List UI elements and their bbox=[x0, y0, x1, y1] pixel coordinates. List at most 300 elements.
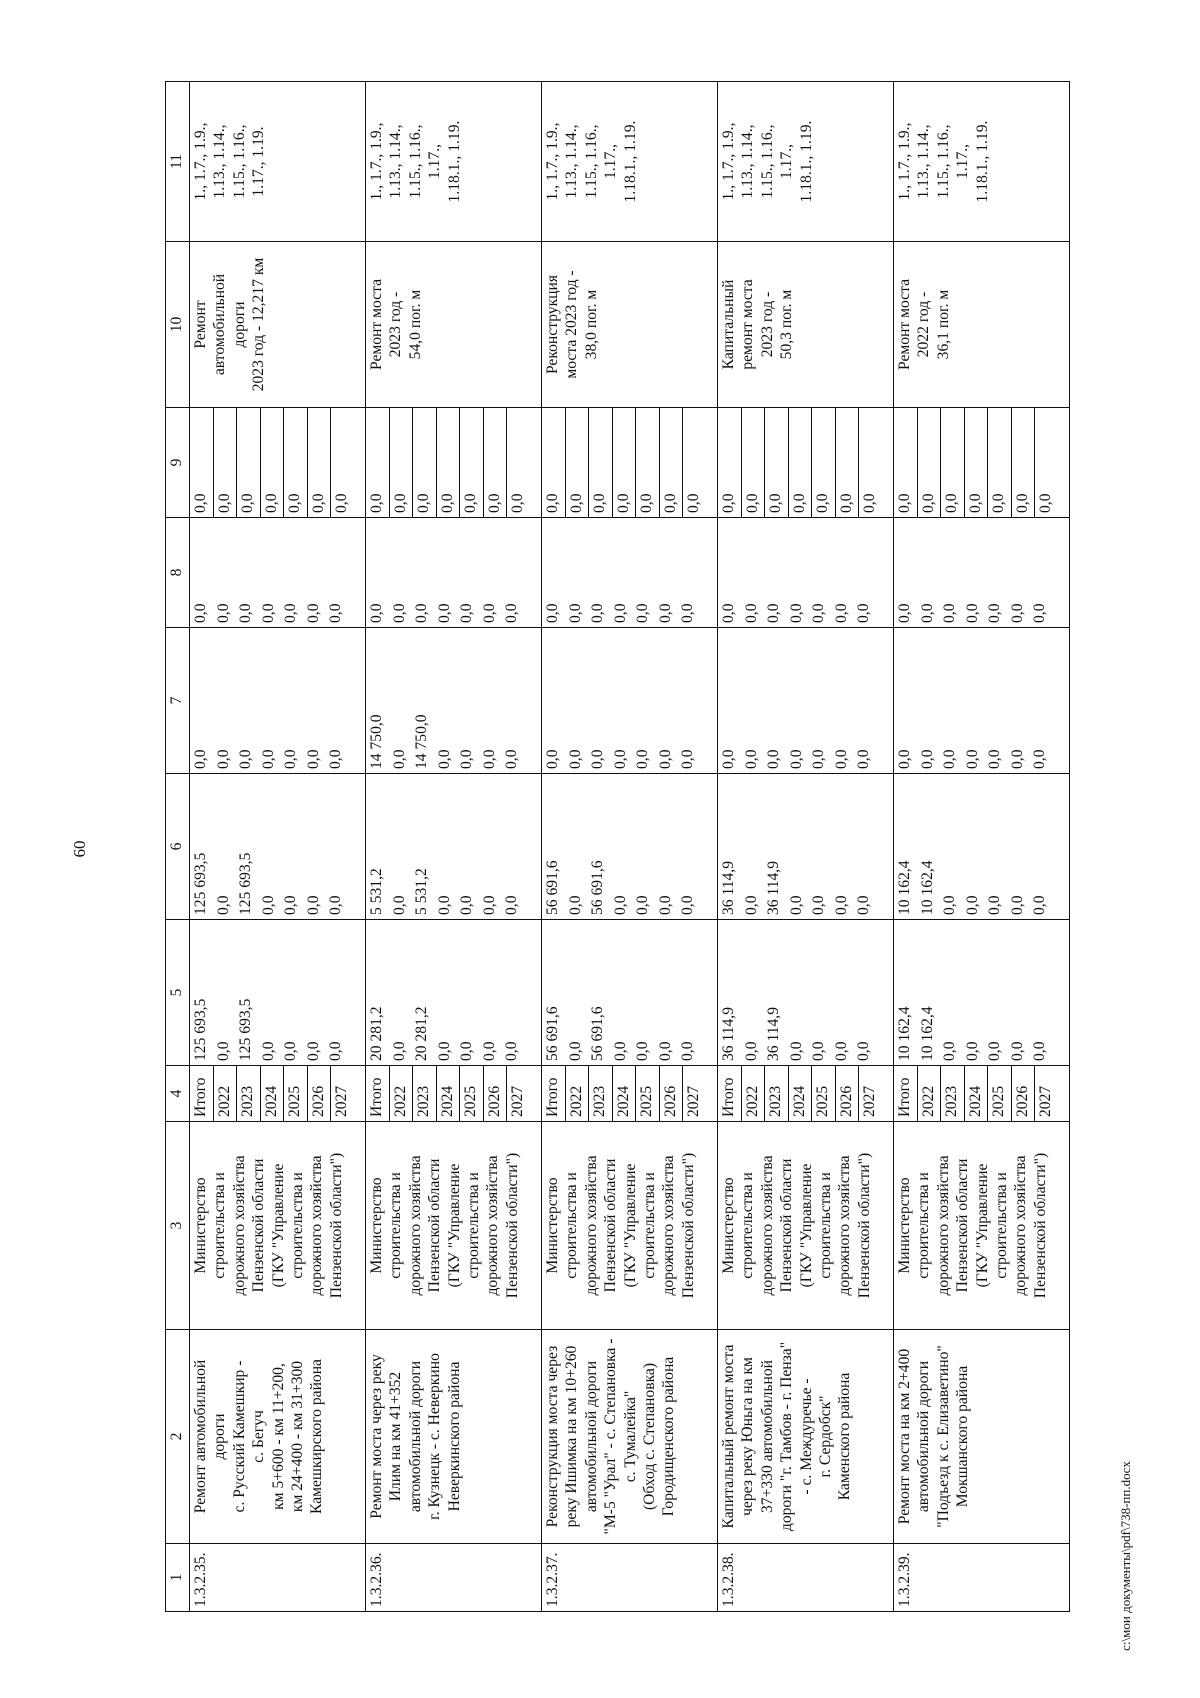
value-subrow bbox=[683, 408, 706, 517]
amount-cell: 0,0 bbox=[988, 408, 1012, 517]
executor-line: Пензенской области bbox=[778, 1158, 796, 1293]
amount-cell: 0,0 bbox=[435, 749, 453, 769]
expected-result-line: 50,3 пог. м bbox=[778, 289, 796, 360]
value-column-5 bbox=[190, 920, 366, 1066]
amount-cell: 0,0 bbox=[963, 749, 981, 769]
amount-cell: 0,0 bbox=[503, 749, 520, 769]
value-subrow bbox=[831, 920, 854, 1065]
measure-name-line: Камешкирского района bbox=[308, 1359, 326, 1514]
value-subrow bbox=[542, 774, 565, 919]
amount-cell: 10 162,4 bbox=[918, 860, 936, 915]
value-subrow bbox=[1035, 408, 1058, 517]
expected-result-cell bbox=[894, 242, 1070, 408]
table-row bbox=[542, 82, 718, 1612]
value-subrow bbox=[677, 518, 700, 627]
executor-line: строительства и bbox=[739, 1172, 757, 1279]
executor-cell bbox=[366, 1122, 542, 1330]
value-subrow bbox=[964, 408, 988, 517]
indicator-ref-line: 1.15., 1.16., bbox=[582, 124, 600, 199]
value-column-7 bbox=[894, 628, 1070, 774]
value-column-6 bbox=[718, 774, 894, 920]
value-subrow bbox=[237, 408, 261, 517]
amount-cell: 0,0 bbox=[1008, 1041, 1026, 1061]
value-column-4 bbox=[718, 1066, 894, 1122]
value-subrow bbox=[984, 920, 1007, 1065]
value-subrow bbox=[542, 408, 565, 517]
value-subrow bbox=[587, 920, 610, 1065]
year-cell: 2025 bbox=[284, 1066, 308, 1121]
amount-cell: 0,0 bbox=[656, 1041, 674, 1061]
table-body bbox=[190, 82, 1070, 1612]
amount-cell: 0,0 bbox=[896, 603, 913, 623]
amount-cell: 0,0 bbox=[483, 408, 507, 517]
indicator-ref-line: 1.17., bbox=[426, 143, 444, 180]
indicator-ref-line: 1., 1.7., 1.9., bbox=[192, 122, 209, 201]
executor-line: Пензенской области") bbox=[679, 1152, 697, 1299]
amount-cell: 0,0 bbox=[327, 603, 344, 623]
year-cell: 2022 bbox=[741, 1066, 765, 1121]
amount-cell: 0,0 bbox=[1008, 749, 1026, 769]
value-subrow bbox=[366, 408, 389, 517]
year-cell: 2027 bbox=[1037, 1085, 1054, 1117]
executor-line: Министерство bbox=[368, 1177, 385, 1274]
value-subtable bbox=[894, 628, 1052, 773]
rotated-table-container bbox=[165, 82, 1200, 1612]
value-subrow bbox=[413, 408, 437, 517]
table-row bbox=[366, 82, 542, 1612]
measure-number-cell: 1.3.2.36. bbox=[366, 1544, 542, 1612]
value-subrow bbox=[763, 628, 786, 773]
value-column-7 bbox=[190, 628, 366, 774]
value-subrow bbox=[1029, 774, 1052, 919]
measure-name-line: автомобильной дороги bbox=[582, 1360, 600, 1513]
value-subrow bbox=[939, 920, 962, 1065]
executor-line: строительства и bbox=[817, 1172, 835, 1279]
value-subrow bbox=[389, 518, 412, 627]
value-subtable bbox=[718, 518, 876, 627]
amount-cell: 0,0 bbox=[612, 408, 636, 517]
expected-result-cell bbox=[190, 242, 366, 408]
value-subrow bbox=[962, 628, 985, 773]
amount-cell: 0,0 bbox=[390, 749, 408, 769]
amount-cell: 0,0 bbox=[480, 1041, 498, 1061]
amount-cell: 0,0 bbox=[435, 603, 453, 623]
amount-cell: 0,0 bbox=[941, 895, 958, 915]
value-subrow bbox=[741, 1066, 765, 1121]
amount-cell: 0,0 bbox=[636, 408, 660, 517]
value-subrow bbox=[763, 774, 786, 919]
amount-cell: 0,0 bbox=[192, 749, 209, 769]
value-subrow bbox=[962, 774, 985, 919]
value-subrow bbox=[434, 774, 457, 919]
value-subrow bbox=[436, 408, 460, 517]
amount-cell: 0,0 bbox=[304, 1041, 322, 1061]
executor-line: дорожного хозяйства bbox=[660, 1155, 678, 1296]
header-cell: 8 bbox=[166, 518, 190, 628]
indicator-ref-line: 1.18.1., 1.19. bbox=[445, 120, 463, 203]
amount-cell: 125 693,5 bbox=[237, 852, 254, 915]
year-cell: 2024 bbox=[964, 1066, 988, 1121]
amount-cell: 0,0 bbox=[413, 603, 430, 623]
value-subrow bbox=[456, 774, 479, 919]
value-subrow bbox=[786, 774, 809, 919]
value-subrow bbox=[587, 774, 610, 919]
value-subrow bbox=[213, 408, 237, 517]
value-subrow bbox=[788, 408, 812, 517]
amount-cell: 0,0 bbox=[214, 895, 232, 915]
measure-name-line: (Обход с. Степановка) bbox=[641, 1362, 659, 1511]
indicator-ref-line: 1.13., 1.14., bbox=[915, 124, 933, 199]
value-subrow bbox=[235, 920, 258, 1065]
value-subrow bbox=[589, 1066, 613, 1121]
amount-cell: 0,0 bbox=[480, 603, 498, 623]
value-subrow bbox=[501, 920, 524, 1065]
value-subrow bbox=[765, 408, 789, 517]
measure-name-line: г. Кузнецк - с. Неверкино bbox=[426, 1353, 444, 1520]
year-cell: 2023 bbox=[941, 1066, 965, 1121]
value-subrow bbox=[984, 774, 1007, 919]
table-row bbox=[190, 82, 366, 1612]
amount-cell: 5 531,2 bbox=[368, 868, 385, 915]
executor-line: (ГКУ "Управление bbox=[797, 1163, 815, 1288]
executor-cell bbox=[190, 1122, 366, 1330]
year-cell: Итого bbox=[542, 1066, 565, 1121]
value-subrow bbox=[894, 518, 917, 627]
amount-cell: 0,0 bbox=[894, 408, 917, 517]
value-column-5 bbox=[894, 920, 1070, 1066]
value-subtable bbox=[894, 518, 1052, 627]
executor-line: Пензенской области") bbox=[855, 1152, 873, 1299]
amount-cell: 56 691,6 bbox=[544, 860, 561, 915]
value-subrow bbox=[659, 408, 683, 517]
year-cell: 2026 bbox=[1011, 1066, 1035, 1121]
value-subrow bbox=[786, 920, 809, 1065]
value-subrow bbox=[434, 920, 457, 1065]
value-subrow bbox=[939, 628, 962, 773]
indicator-ref-line: 1.18.1., 1.19. bbox=[621, 120, 639, 203]
amount-cell: 0,0 bbox=[304, 603, 322, 623]
value-subrow bbox=[831, 628, 854, 773]
value-subrow bbox=[213, 628, 236, 773]
value-subrow bbox=[1007, 774, 1030, 919]
value-subrow bbox=[1011, 408, 1035, 517]
year-cell: 2026 bbox=[835, 1066, 859, 1121]
value-subtable bbox=[718, 774, 876, 919]
year-cell: 2022 bbox=[213, 1066, 237, 1121]
year-cell: Итого bbox=[718, 1066, 741, 1121]
value-subrow bbox=[325, 518, 348, 627]
value-subrow bbox=[917, 774, 940, 919]
measure-name-line: реку Ишимка на км 10+260 bbox=[563, 1345, 581, 1528]
value-subrow bbox=[258, 774, 281, 919]
value-subrow bbox=[859, 408, 882, 517]
amount-cell: 0,0 bbox=[282, 895, 299, 915]
value-subtable bbox=[718, 1066, 882, 1121]
amount-cell: 0,0 bbox=[458, 749, 475, 769]
value-subrow bbox=[808, 518, 831, 627]
value-column-9 bbox=[190, 408, 366, 518]
value-subrow bbox=[988, 1066, 1012, 1121]
amount-cell: 0,0 bbox=[832, 895, 850, 915]
value-subrow bbox=[939, 518, 962, 627]
value-column-6 bbox=[542, 774, 718, 920]
header-cell: 6 bbox=[166, 774, 190, 920]
table-row bbox=[718, 82, 894, 1612]
amount-cell: 0,0 bbox=[855, 1041, 872, 1061]
value-subrow bbox=[718, 408, 741, 517]
value-subrow bbox=[258, 628, 281, 773]
value-subrow bbox=[479, 920, 502, 1065]
executor-line: Пензенской области") bbox=[503, 1152, 521, 1299]
expected-result-line: Реконструкция bbox=[544, 274, 561, 375]
value-subrow bbox=[788, 1066, 812, 1121]
amount-cell: 10 162,4 bbox=[896, 1006, 913, 1061]
value-subrow bbox=[460, 1066, 484, 1121]
value-subrow bbox=[507, 1066, 530, 1121]
value-subrow bbox=[831, 774, 854, 919]
value-column-9 bbox=[366, 408, 542, 518]
amount-cell: 0,0 bbox=[720, 749, 737, 769]
value-subrow bbox=[610, 518, 633, 627]
measure-name-line: автомобильной дороги bbox=[915, 1360, 933, 1513]
amount-cell: 0,0 bbox=[566, 603, 584, 623]
value-subrow bbox=[542, 518, 565, 627]
value-subrow bbox=[917, 518, 940, 627]
amount-cell: 125 693,5 bbox=[192, 852, 209, 915]
expected-result-line: 2022 год - bbox=[915, 291, 933, 358]
value-subrow bbox=[213, 518, 236, 627]
value-subtable bbox=[542, 518, 700, 627]
value-column-7 bbox=[366, 628, 542, 774]
value-subrow bbox=[894, 408, 917, 517]
amount-cell: 0,0 bbox=[855, 895, 872, 915]
amount-cell: 0,0 bbox=[1031, 749, 1048, 769]
value-subrow bbox=[411, 920, 434, 1065]
value-subrow bbox=[366, 774, 389, 919]
amount-cell: 0,0 bbox=[259, 603, 277, 623]
value-column-8 bbox=[894, 518, 1070, 628]
year-cell: 2025 bbox=[636, 1066, 660, 1121]
value-subrow bbox=[366, 628, 389, 773]
amount-cell: 0,0 bbox=[509, 493, 526, 513]
value-subrow bbox=[1011, 1066, 1035, 1121]
expected-result-line: 38,0 пог. м bbox=[582, 289, 600, 360]
value-subrow bbox=[434, 518, 457, 627]
amount-cell: 0,0 bbox=[810, 749, 827, 769]
header-cell: 7 bbox=[166, 628, 190, 774]
year-cell: 2024 bbox=[260, 1066, 284, 1121]
amount-cell: 0,0 bbox=[917, 408, 941, 517]
measure-name-line: Капитальный ремонт моста bbox=[720, 1344, 737, 1529]
value-column-7 bbox=[718, 628, 894, 774]
value-subrow bbox=[939, 774, 962, 919]
header-row bbox=[166, 82, 190, 1612]
value-column-8 bbox=[542, 518, 718, 628]
amount-cell: 0,0 bbox=[458, 603, 475, 623]
amount-cell: 0,0 bbox=[765, 749, 782, 769]
amount-cell: 0,0 bbox=[986, 749, 1003, 769]
amount-cell: 0,0 bbox=[742, 1041, 760, 1061]
executor-line: дорожного хозяйства bbox=[484, 1155, 502, 1296]
indicator-ref-line: 1., 1.7., 1.9., bbox=[720, 122, 737, 201]
value-subtable bbox=[190, 518, 348, 627]
indicator-ref-line: 1., 1.7., 1.9., bbox=[544, 122, 561, 201]
value-subrow bbox=[307, 1066, 331, 1121]
value-column-4 bbox=[542, 1066, 718, 1122]
expected-result-line: автомобильной bbox=[211, 273, 229, 376]
value-subrow bbox=[325, 920, 348, 1065]
amount-cell: 0,0 bbox=[544, 749, 561, 769]
value-subrow bbox=[366, 1066, 389, 1121]
value-subrow bbox=[636, 408, 660, 517]
amount-cell: 0,0 bbox=[941, 1041, 958, 1061]
measure-number-cell: 1.3.2.37. bbox=[542, 1544, 718, 1612]
measure-name-line: Городищенского района bbox=[660, 1356, 678, 1517]
measure-name-line: через реку Юньга на км bbox=[739, 1357, 757, 1516]
indicator-ref-line: 1.13., 1.14., bbox=[739, 124, 757, 199]
value-subrow bbox=[917, 1066, 941, 1121]
year-cell: 2027 bbox=[333, 1085, 350, 1117]
value-subrow bbox=[190, 518, 213, 627]
value-subrow bbox=[280, 920, 303, 1065]
value-column-6 bbox=[190, 774, 366, 920]
value-column-4 bbox=[366, 1066, 542, 1122]
amount-cell: 0,0 bbox=[566, 749, 584, 769]
value-subrow bbox=[456, 518, 479, 627]
amount-cell: 0,0 bbox=[389, 408, 413, 517]
value-subrow bbox=[894, 920, 917, 1065]
amount-cell: 0,0 bbox=[855, 749, 872, 769]
amount-cell: 36 114,9 bbox=[765, 861, 782, 915]
value-subrow bbox=[479, 628, 502, 773]
value-subrow bbox=[565, 518, 588, 627]
value-subrow bbox=[741, 628, 764, 773]
amount-cell: 0,0 bbox=[589, 408, 613, 517]
value-subrow bbox=[718, 920, 741, 1065]
value-subrow bbox=[808, 774, 831, 919]
executor-line: строительства и bbox=[915, 1172, 933, 1279]
measure-name-line: с. Бегуч bbox=[250, 1410, 268, 1463]
amount-cell: 0,0 bbox=[237, 603, 254, 623]
value-subrow bbox=[434, 628, 457, 773]
value-subrow bbox=[835, 1066, 859, 1121]
value-subrow bbox=[190, 1066, 213, 1121]
value-subrow bbox=[677, 774, 700, 919]
amount-cell: 0,0 bbox=[327, 1041, 344, 1061]
amount-cell: 0,0 bbox=[503, 895, 520, 915]
value-column-8 bbox=[718, 518, 894, 628]
expected-result-line: 54,0 пог. м bbox=[406, 289, 424, 360]
value-subtable bbox=[718, 408, 882, 517]
value-subrow bbox=[610, 774, 633, 919]
executor-cell bbox=[542, 1122, 718, 1330]
amount-cell: 0,0 bbox=[741, 408, 765, 517]
amount-cell: 0,0 bbox=[237, 408, 261, 517]
indicator-ref-line: 1.15., 1.16., bbox=[934, 124, 952, 199]
indicator-ref-line: 1.17., bbox=[778, 143, 796, 180]
indicator-refs-cell bbox=[718, 82, 894, 242]
amount-cell: 0,0 bbox=[787, 895, 805, 915]
amount-cell: 0,0 bbox=[679, 1041, 696, 1061]
year-cell: Итого bbox=[366, 1066, 389, 1121]
year-cell: 2022 bbox=[565, 1066, 589, 1121]
value-subrow bbox=[331, 408, 354, 517]
measure-name-line: г. Сердобск" bbox=[817, 1395, 835, 1478]
value-subrow bbox=[894, 1066, 917, 1121]
value-subrow bbox=[436, 1066, 460, 1121]
measure-name-line: дороги "г. Тамбов - г. Пенза" bbox=[778, 1341, 796, 1532]
amount-cell: 0,0 bbox=[941, 408, 965, 517]
amount-cell: 0,0 bbox=[333, 493, 350, 513]
value-subrow bbox=[258, 518, 281, 627]
value-subrow bbox=[808, 920, 831, 1065]
measure-name-line: км 24+400 - км 31+300 bbox=[289, 1360, 307, 1513]
value-subrow bbox=[389, 920, 412, 1065]
year-cell: 2025 bbox=[812, 1066, 836, 1121]
value-subrow bbox=[587, 628, 610, 773]
amount-cell: 56 691,6 bbox=[589, 860, 606, 915]
value-subrow bbox=[303, 774, 326, 919]
expected-result-line: ремонт моста bbox=[739, 279, 757, 370]
amount-cell: 0,0 bbox=[566, 1041, 584, 1061]
amount-cell: 14 750,0 bbox=[368, 714, 385, 769]
executor-line: строительства и bbox=[211, 1172, 229, 1279]
header-cell: 9 bbox=[166, 408, 190, 518]
amount-cell: 0,0 bbox=[611, 603, 629, 623]
value-subrow bbox=[325, 628, 348, 773]
value-subrow bbox=[501, 628, 524, 773]
value-subrow bbox=[190, 774, 213, 919]
expected-result-line: 36,1 пог. м bbox=[934, 289, 952, 360]
measure-name-line: Ремонт моста через реку bbox=[368, 1354, 385, 1519]
amount-cell: 0,0 bbox=[685, 493, 702, 513]
measure-name-cell bbox=[366, 1330, 542, 1544]
expected-result-line: дороги bbox=[230, 301, 248, 348]
value-column-8 bbox=[366, 518, 542, 628]
value-subrow bbox=[610, 920, 633, 1065]
amount-cell: 0,0 bbox=[742, 895, 760, 915]
year-cell: 2025 bbox=[988, 1066, 1012, 1121]
amount-cell: 0,0 bbox=[565, 408, 589, 517]
measure-name-line: - с. Междуречье - bbox=[797, 1378, 815, 1495]
value-subrow bbox=[763, 920, 786, 1065]
amount-cell: 0,0 bbox=[720, 603, 737, 623]
expected-result-line: 2023 год - 12,217 км bbox=[250, 257, 268, 392]
value-subtable bbox=[542, 1066, 706, 1121]
value-column-7 bbox=[542, 628, 718, 774]
header-cell: 1 bbox=[166, 1544, 190, 1612]
measure-name-line: Каменского района bbox=[836, 1372, 854, 1501]
value-subrow bbox=[984, 518, 1007, 627]
value-subtable bbox=[894, 774, 1052, 919]
amount-cell: 0,0 bbox=[1008, 603, 1026, 623]
executor-line: Министерство bbox=[192, 1177, 209, 1274]
amount-cell: 0,0 bbox=[656, 603, 674, 623]
amount-cell: 0,0 bbox=[742, 749, 760, 769]
value-subrow bbox=[411, 774, 434, 919]
amount-cell: 0,0 bbox=[259, 895, 277, 915]
executor-line: дорожного хозяйства bbox=[758, 1155, 776, 1296]
amount-cell: 0,0 bbox=[503, 1041, 520, 1061]
amount-cell: 0,0 bbox=[589, 749, 606, 769]
executor-line: строительства и bbox=[465, 1172, 483, 1279]
value-subrow bbox=[718, 628, 741, 773]
executor-line: дорожного хозяйства bbox=[406, 1155, 424, 1296]
amount-cell: 0,0 bbox=[327, 895, 344, 915]
value-subrow bbox=[1007, 920, 1030, 1065]
value-subrow bbox=[260, 1066, 284, 1121]
value-subrow bbox=[988, 408, 1012, 517]
